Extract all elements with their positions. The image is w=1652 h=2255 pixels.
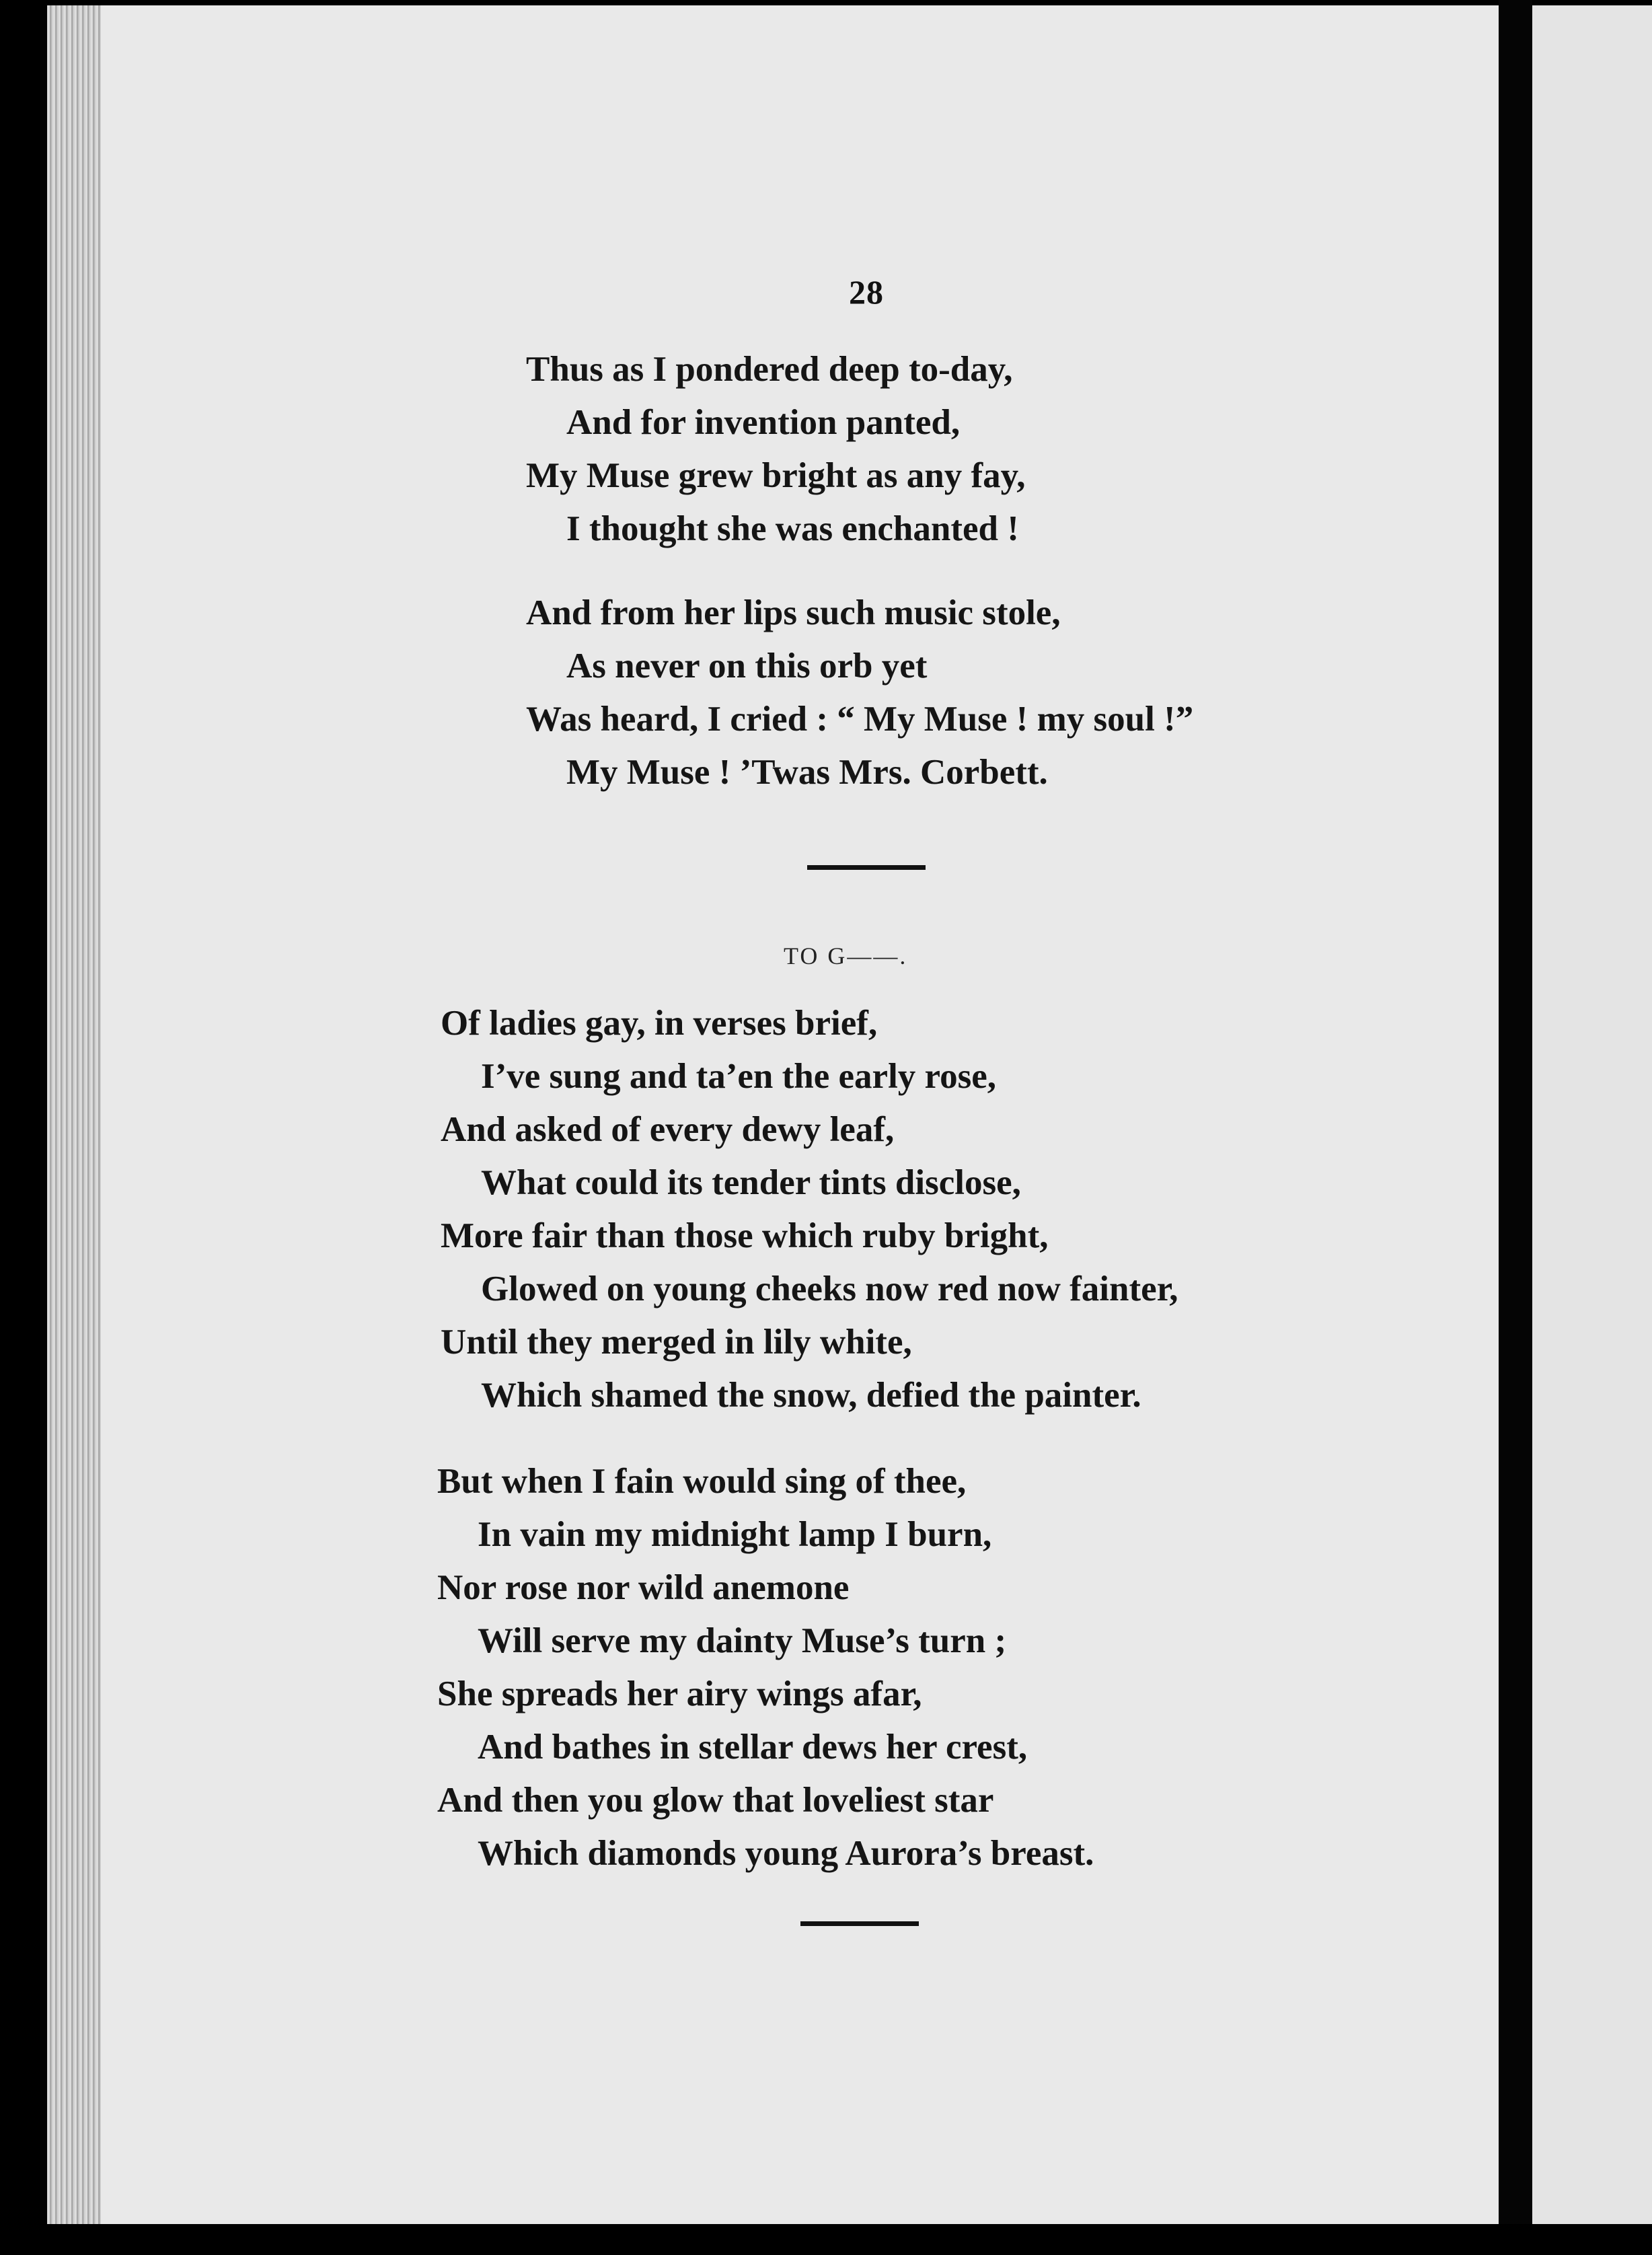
verse-line: And from her lips such music stole, bbox=[526, 593, 1061, 632]
verse-line: I thought she was enchanted ! bbox=[566, 509, 1019, 548]
stanza-1 bbox=[526, 343, 1025, 556]
stanza-2 bbox=[526, 587, 1193, 799]
verse-line: Glowed on young cheeks now red now fainter, bbox=[481, 1269, 1178, 1308]
verse-line: And for invention panted, bbox=[566, 403, 961, 442]
verse-line: And bathes in stellar dews her crest, bbox=[478, 1728, 1028, 1767]
poem-stanza-2 bbox=[437, 1455, 1094, 1880]
verse-line: Which diamonds young Aurora’s breast. bbox=[478, 1834, 1094, 1873]
page-number: 28 bbox=[849, 273, 884, 311]
verse-line: What could its tender tints disclose, bbox=[481, 1163, 1021, 1202]
verse-line: Which shamed the snow, defied the painter. bbox=[481, 1376, 1141, 1415]
poem-stanza-1 bbox=[441, 997, 1178, 1422]
verse-line: More fair than those which ruby bright, bbox=[441, 1216, 1049, 1255]
verse-line: As never on this orb yet bbox=[566, 646, 928, 686]
verse-line: But when I fain would sing of thee, bbox=[437, 1462, 967, 1501]
verse-line: My Muse grew bright as any fay, bbox=[526, 456, 1026, 495]
verse-line: Was heard, I cried : “ My Muse ! my soul !” bbox=[526, 700, 1194, 739]
poem-title: TO G——. bbox=[784, 942, 908, 969]
verse-line: She spreads her airy wings afar, bbox=[437, 1674, 922, 1713]
verse-line: In vain my midnight lamp I burn, bbox=[478, 1515, 992, 1554]
facing-page-edge bbox=[1532, 5, 1652, 2225]
verse-line: Nor rose nor wild anemone bbox=[437, 1568, 850, 1607]
verse-line: I’ve sung and ta’en the early rose, bbox=[481, 1057, 997, 1096]
page-stack-edge bbox=[47, 5, 108, 2225]
verse-line: Will serve my dainty Muse’s turn ; bbox=[478, 1621, 1007, 1660]
end-divider bbox=[800, 1921, 919, 1926]
verse-line: Of ladies gay, in verses brief, bbox=[441, 1004, 878, 1043]
verse-line: And asked of every dewy leaf, bbox=[441, 1110, 895, 1149]
verse-line: And then you glow that loveliest star bbox=[437, 1781, 994, 1820]
book-gutter bbox=[1499, 0, 1532, 2255]
verse-line: Thus as I pondered deep to-day, bbox=[526, 350, 1013, 389]
verse-line: Until they merged in lily white, bbox=[441, 1323, 912, 1362]
section-divider bbox=[807, 865, 926, 870]
scan-border bbox=[0, 2224, 1652, 2255]
verse-line: My Muse ! ’Twas Mrs. Corbett. bbox=[566, 753, 1048, 792]
